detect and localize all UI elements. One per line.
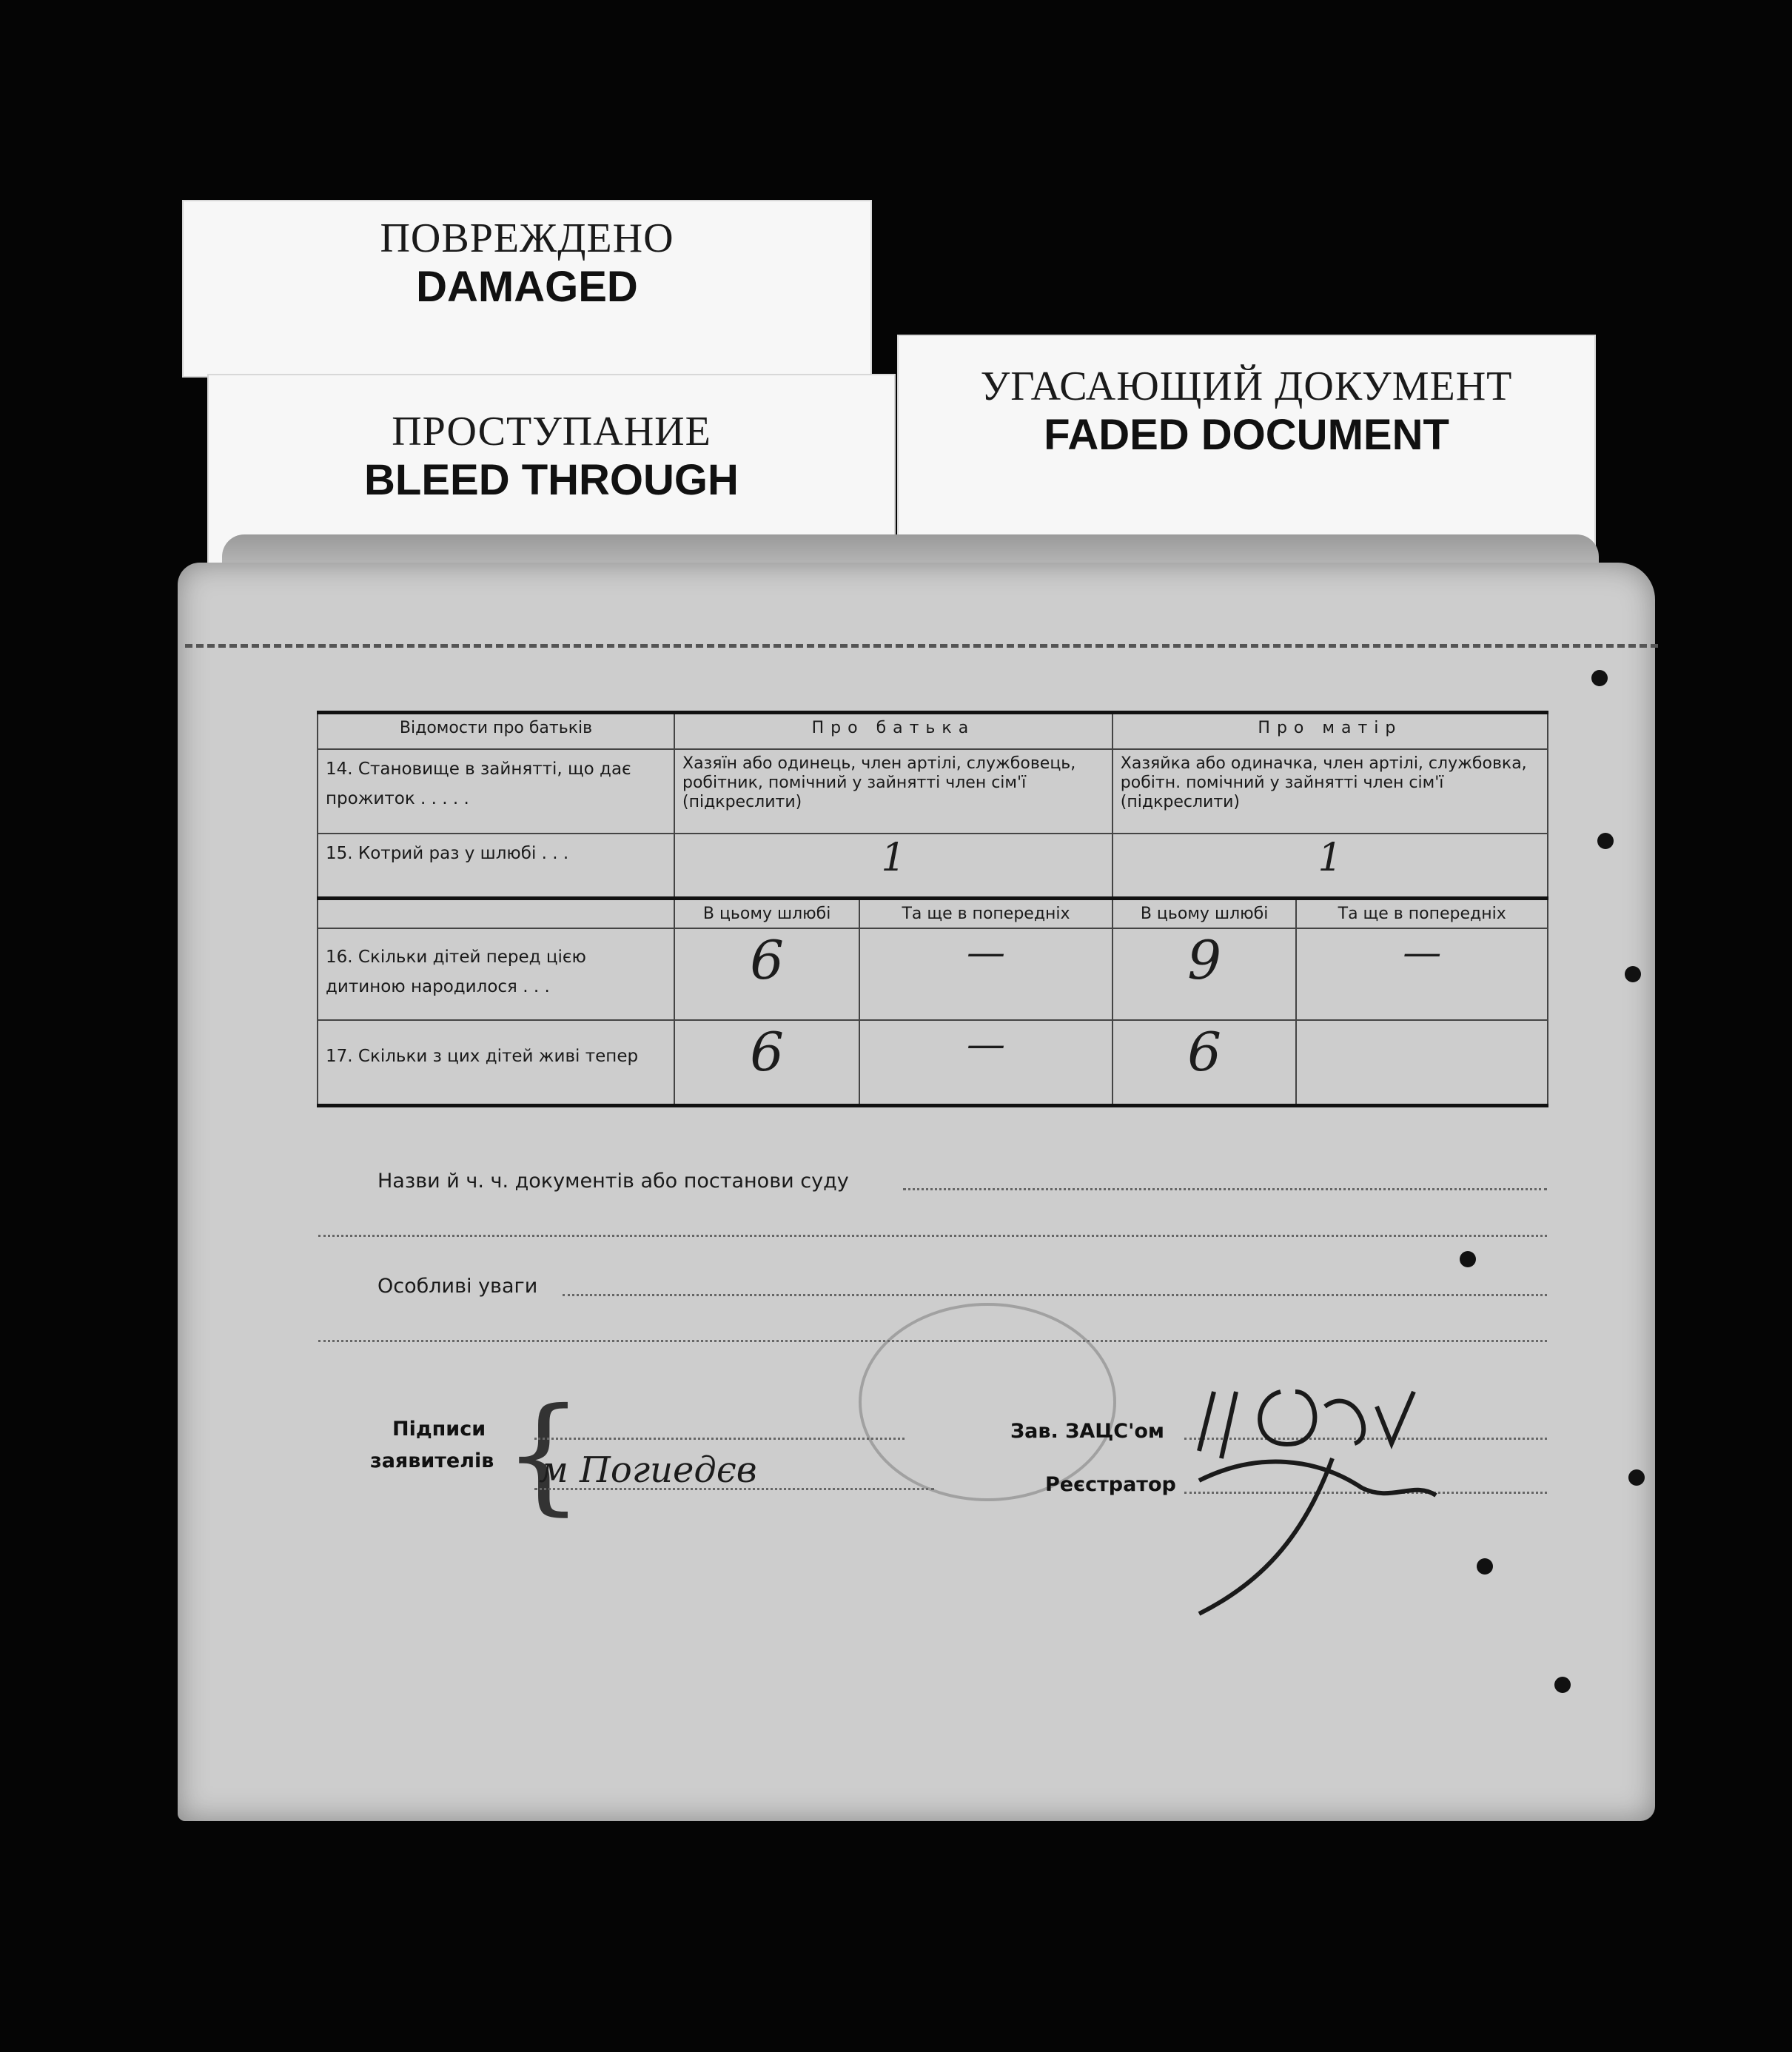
question-17	[318, 1020, 674, 1106]
faded-document-label-card	[897, 335, 1596, 557]
subheader-father-previous: Та ще в попередніх	[859, 899, 1113, 929]
punch-hole	[1477, 1558, 1493, 1575]
punch-hole	[1628, 1469, 1645, 1486]
mother-occupation-cell	[1113, 749, 1548, 834]
question-16	[318, 928, 674, 1020]
remarks-line-2	[318, 1340, 1547, 1342]
question-17-text: 17. Скільки з цих дітей живі тепер	[326, 1047, 639, 1066]
remarks-label: Особливі уваги	[377, 1275, 538, 1298]
mother-children-born-prev: —	[1296, 928, 1548, 1020]
applicant-signature: м Погиедєв	[539, 1449, 757, 1491]
damaged-label-card	[182, 200, 872, 378]
applicants-brace: {	[503, 1381, 584, 1528]
documents-label: Назви й ч. ч. документів або постанови суду	[377, 1170, 849, 1193]
office-stamp	[859, 1303, 1116, 1501]
question-14	[318, 749, 674, 834]
damaged-label-ru: ПОВРЕЖДЕНО	[380, 215, 674, 261]
applicants-signature-label-1: Підписи	[392, 1418, 486, 1441]
father-marriage-count: 1	[881, 836, 906, 880]
header-mother: Про матір	[1113, 713, 1548, 750]
punch-hole	[1460, 1251, 1476, 1267]
faded-document-label-ru: УГАСАЮЩИЙ ДОКУМЕНТ	[980, 363, 1513, 409]
perforation-line	[185, 644, 1658, 648]
mother-marriage-count-cell	[1113, 834, 1548, 899]
damaged-label-en: DAMAGED	[416, 263, 638, 311]
remarks-line-1	[563, 1294, 1547, 1296]
header-parents: Відомости про батьків	[318, 713, 674, 750]
subheader-mother-this-marriage: В цьому шлюбі	[1113, 899, 1297, 929]
father-children-living-prev: —	[859, 1020, 1113, 1106]
punch-hole	[1554, 1677, 1571, 1693]
documents-line-2	[318, 1235, 1547, 1237]
question-14-text: 14. Становище в зайнятті, що дає прожиток . . . . .	[326, 760, 631, 808]
father-children-born-prev: —	[859, 928, 1113, 1020]
question-15-text: 15. Котрий раз у шлюбі . . .	[326, 844, 569, 863]
faded-document-label-en: FADED DOCUMENT	[1044, 411, 1449, 459]
registrar-label: Реєстратор	[1045, 1473, 1176, 1496]
subheader-father-this-marriage: В цьому шлюбі	[674, 899, 859, 929]
father-occupation-cell	[674, 749, 1113, 834]
mother-marriage-count: 1	[1318, 836, 1343, 880]
question-16-text: 16. Скільки дітей перед цією дитиною народилося . . .	[326, 948, 586, 996]
punch-hole	[1597, 833, 1614, 849]
mother-occupation-options: Хазяйка або одиначка, член артілі, службовка, робітн. помічний у зайнятті член сім'ї (підкреслити)	[1120, 754, 1527, 811]
bleed-through-label-en: BLEED THROUGH	[364, 456, 739, 504]
documents-line-1	[903, 1188, 1547, 1190]
question-15	[318, 834, 674, 899]
header-father: Про батька	[674, 713, 1113, 750]
mother-children-living-prev	[1296, 1020, 1548, 1106]
mother-children-living-this: 6	[1113, 1020, 1297, 1106]
father-occupation-options: Хазяїн або одинець, член артілі, службовець, робітник, помічний у зайнятті член сім'ї (підкреслити)	[682, 754, 1076, 811]
parents-info-table	[317, 711, 1548, 1107]
bleed-through-label-ru: ПРОСТУПАНИЕ	[392, 409, 711, 455]
mother-children-born-this: 9	[1113, 928, 1297, 1020]
punch-hole	[1625, 966, 1641, 982]
applicants-signature-label-2: заявителів	[370, 1449, 494, 1472]
applicant-signature-line-1	[534, 1438, 905, 1440]
father-children-born-this: 6	[674, 928, 859, 1020]
subheader-mother-previous: Та ще в попередніх	[1296, 899, 1548, 929]
father-marriage-count-cell	[674, 834, 1113, 899]
head-zags-label: Зав. ЗАЦС'ом	[1010, 1420, 1164, 1443]
registrar-signature-scribble	[1170, 1347, 1480, 1629]
punch-hole	[1591, 670, 1608, 686]
father-children-living-this: 6	[674, 1020, 859, 1106]
subheader-blank	[318, 899, 674, 929]
